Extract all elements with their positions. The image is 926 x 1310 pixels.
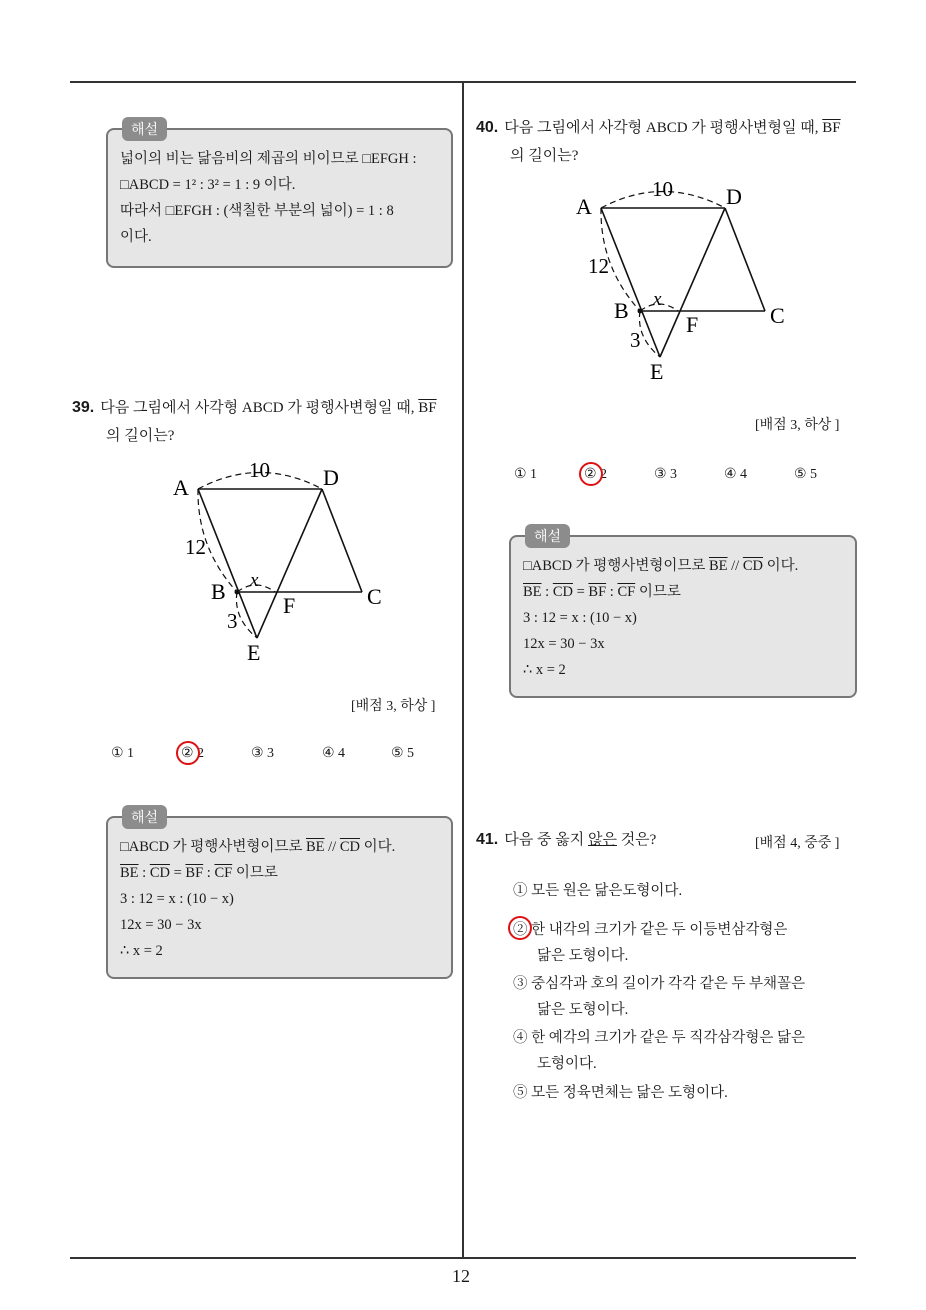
- answer-mark-circle: [176, 741, 200, 765]
- score-meta-41: [배점 4, 중중 ]: [755, 836, 840, 851]
- option-3[interactable]: ③ 중심각과 호의 길이가 각각 같은 두 부채꼴은 닮은 도형이다.: [513, 976, 805, 1018]
- solution-line: 3 : 12 = x : (10 − x): [523, 610, 637, 626]
- label-b: B: [211, 579, 226, 604]
- label-e: E: [247, 640, 261, 665]
- question-text-cont: 의 길이는?: [106, 428, 175, 444]
- question-number: 40.: [476, 119, 499, 136]
- choice-5[interactable]: ⑤ 5: [794, 467, 818, 482]
- solution-box-38: [106, 121, 453, 268]
- choice-2[interactable]: ② 2: [584, 467, 608, 482]
- score-meta-40: [배점 3, 하상 ]: [755, 418, 840, 433]
- label-x: x: [250, 570, 259, 591]
- choices-39: [111, 745, 431, 762]
- solution-line: 따라서 □EFGH : (색칠한 부분의 넓이) = 1 : 8: [120, 203, 394, 219]
- solution-box-39: [106, 809, 453, 979]
- choice-4[interactable]: ④ 4: [322, 746, 346, 761]
- segment-bf: $\overline{BF}$: [822, 120, 841, 136]
- question-41: [476, 826, 656, 854]
- label-bottom-length: 3: [227, 609, 238, 633]
- solution-line: 넓이의 비는 닮음비의 제곱의 비이므로 □EFGH :: [120, 151, 417, 167]
- choice-1[interactable]: ① 1: [514, 467, 538, 482]
- label-left-length: 12: [185, 535, 206, 559]
- label-x: x: [653, 289, 662, 310]
- score-meta-39: [배점 3, 하상 ]: [351, 699, 436, 714]
- page-number: 12: [452, 1266, 470, 1286]
- option-4[interactable]: ④ 한 예각의 크기가 같은 두 직각삼각형은 닮은 도형이다.: [513, 1030, 805, 1072]
- solution-tag: 해설: [525, 524, 570, 548]
- column-divider: [462, 83, 464, 1259]
- label-bottom-length: 3: [630, 328, 641, 352]
- solution-line: 3 : 12 = x : (10 − x): [120, 891, 234, 907]
- question-text: 다음 중 옳지: [504, 832, 588, 848]
- label-f: F: [686, 312, 699, 337]
- solution-line: □ABCD 가 평행사변형이므로 $\overline{BE} // \overline{CD}$ 이다.: [120, 839, 396, 855]
- bottom-rule: [70, 1257, 856, 1259]
- choice-4[interactable]: ④ 4: [724, 467, 748, 482]
- question-emphasis: 않은: [587, 832, 617, 848]
- question-39: [72, 394, 458, 450]
- answer-mark-circle: [508, 916, 532, 940]
- solution-tag: 해설: [122, 117, 167, 141]
- choice-3[interactable]: ③ 3: [251, 746, 275, 761]
- label-b: B: [614, 298, 629, 323]
- option-1[interactable]: ① 모든 원은 닮은도형이다.: [513, 883, 683, 899]
- answer-mark-circle: [579, 462, 603, 486]
- segment-bf: $\overline{BF}$: [418, 400, 437, 416]
- choice-5[interactable]: ⑤ 5: [391, 746, 415, 761]
- question-text: 다음 그림에서 사각형 ABCD 가 평행사변형일 때,: [504, 120, 819, 136]
- choices-40: [514, 466, 834, 483]
- option-2[interactable]: ② 한 내각의 크기가 같은 두 이등변삼각형은 닮은 도형이다.: [513, 922, 788, 964]
- parallelogram-figure-40: [568, 177, 808, 387]
- question-40: [476, 114, 862, 170]
- solution-line: □ABCD 가 평행사변형이므로 $\overline{BE} // \overline{CD}$ 이다.: [523, 558, 799, 574]
- choice-1[interactable]: ① 1: [111, 746, 135, 761]
- question-text: 다음 그림에서 사각형 ABCD 가 평행사변형일 때,: [100, 400, 415, 416]
- question-text-cont: 의 길이는?: [510, 148, 579, 164]
- choice-2[interactable]: ② 2: [181, 746, 205, 761]
- label-f: F: [283, 593, 296, 618]
- label-a: A: [173, 475, 189, 500]
- solution-line: □ABCD = 1² : 3² = 1 : 9 이다.: [120, 177, 296, 193]
- solution-line: $\overline{BE}$ : $\overline{CD} = \overline{BF}$ : $\overline{CF}$ 이므로: [120, 865, 278, 881]
- question-number: 39.: [72, 399, 95, 416]
- solution-line: 이다.: [120, 229, 152, 245]
- solution-line: ∴ x = 2: [120, 943, 163, 959]
- solution-line: $\overline{BE}$ : $\overline{CD} = \overline{BF}$ : $\overline{CF}$ 이므로: [523, 584, 681, 600]
- label-a: A: [576, 194, 592, 219]
- label-left-length: 12: [588, 254, 609, 278]
- question-text-end: 것은?: [616, 832, 657, 848]
- label-c: C: [770, 303, 785, 328]
- label-top-length: 10: [249, 458, 270, 482]
- label-c: C: [367, 584, 382, 609]
- solution-line: ∴ x = 2: [523, 662, 566, 678]
- option-5[interactable]: ⑤ 모든 정육면체는 닮은 도형이다.: [513, 1085, 728, 1101]
- label-d: D: [323, 465, 339, 490]
- question-number: 41.: [476, 831, 499, 848]
- label-d: D: [726, 184, 742, 209]
- parallelogram-figure-39: [165, 458, 405, 668]
- solution-line: 12x = 30 − 3x: [120, 917, 202, 933]
- solution-tag: 해설: [122, 805, 167, 829]
- label-e: E: [650, 359, 664, 384]
- solution-box-40: [509, 528, 857, 698]
- label-top-length: 10: [652, 177, 673, 201]
- choice-3[interactable]: ③ 3: [654, 467, 678, 482]
- solution-line: 12x = 30 − 3x: [523, 636, 605, 652]
